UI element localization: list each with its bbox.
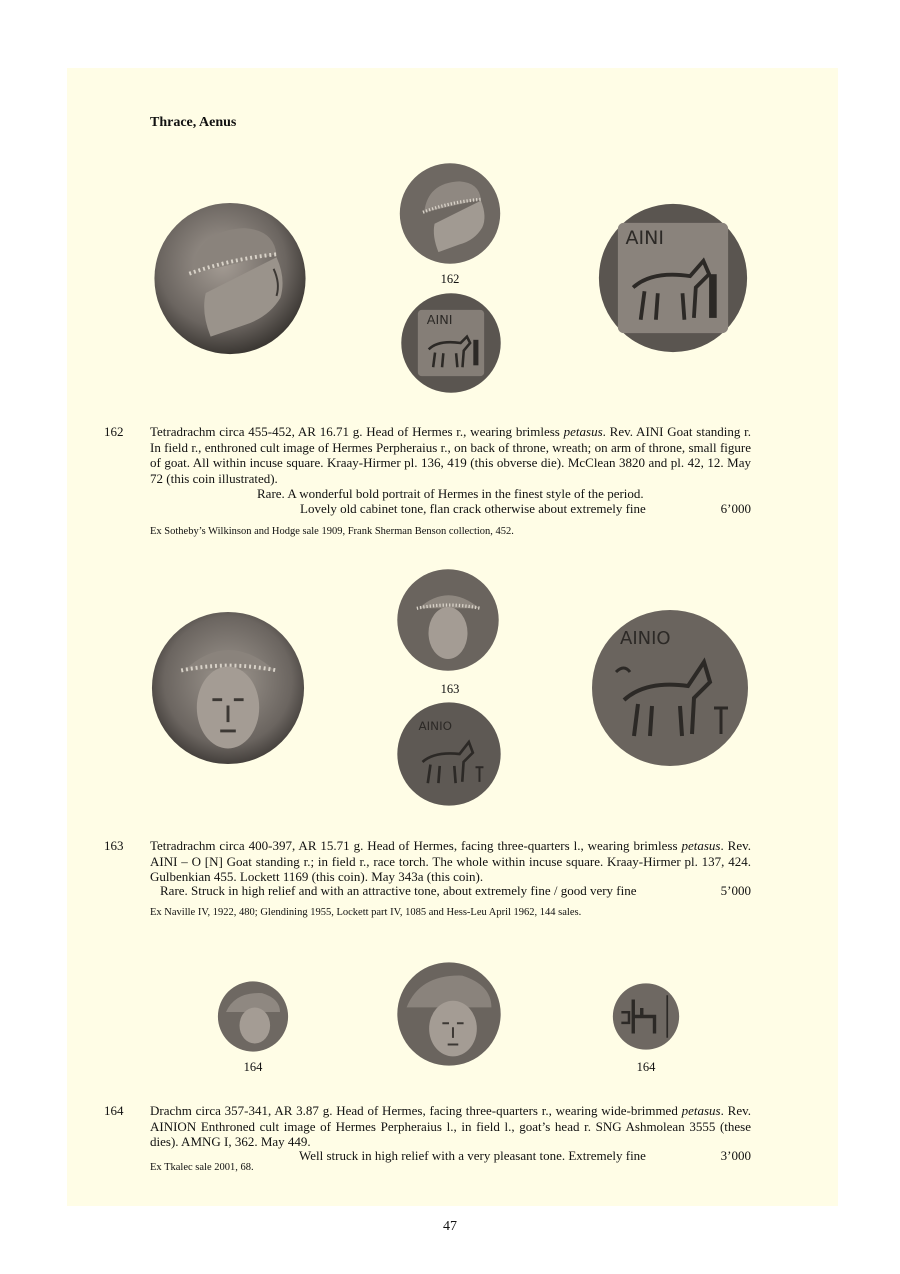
lot-164-caption-right: 164: [636, 1060, 656, 1074]
reverse-legend-162-large: AINI: [625, 226, 664, 249]
lot-162-price: 6’000: [720, 501, 751, 516]
reverse-legend-163-small: AINIO: [418, 719, 452, 734]
lot-164-desc-text-cont: . Rev. AINION Enthroned cult image of Hermes Perpheraius l., in field l., goat’s head r. SNG Ashmolean 3555 (these dies). AMNG I, 362. May 449.: [150, 1103, 751, 1149]
lot-164-desc-text: Drachm circa 357-341, AR 3.87 g. Head of Hermes, facing three-quarters r., wearing wide-brimmed: [150, 1103, 682, 1118]
coin-162-reverse-small: [400, 290, 502, 396]
lot-164-price: 3’000: [720, 1148, 751, 1163]
coin-162-obverse-large: [151, 201, 309, 356]
lot-164-description: [150, 1103, 751, 1150]
lot-162-desc-text: Tetradrachm circa 455-452, AR 16.71 g. Head of Hermes r., wearing brimless: [150, 424, 564, 439]
lot-163-grade-line-1: Rare. Struck in high relief and with an attractive tone, about extremely fine / good very fine: [160, 883, 637, 898]
section-title: Thrace, Aenus: [150, 115, 237, 130]
reverse-legend-162-small: AINI: [426, 312, 453, 328]
lot-164-number: 164: [104, 1103, 124, 1118]
lot-164-caption-left: 164: [243, 1060, 263, 1074]
lot-164-grade-line-1: Well struck in high relief with a very pleasant tone. Extremely fine: [299, 1148, 646, 1163]
lot-162-description: [150, 424, 751, 486]
lot-162-grade-line-2: Lovely old cabinet tone, flan crack otherwise about extremely fine: [300, 501, 646, 516]
lot-162-caption: 162: [440, 272, 460, 286]
coin-163-reverse-large: [590, 604, 750, 772]
lot-163-description: [150, 838, 751, 885]
coin-163-obverse-small: [396, 565, 500, 675]
lot-164-provenance: Ex Tkalec sale 2001, 68.: [150, 1162, 254, 1173]
lot-163-price: 5’000: [720, 883, 751, 898]
lot-163-desc-italic: petasus: [681, 838, 721, 853]
reverse-legend-163-large: AINIO: [620, 628, 671, 649]
lot-162-desc-text-cont: . Rev. AINI Goat standing r. In field r., enthroned cult image of Hermes Perpheraius r., on back of throne, wreath; on arm of throne, small figure of goat. All within incuse square. Kraay-Hirmer pl. 136, 419 (this obverse die). McClean 3820 and pl. 42, 12. May 72 (this coin illustrated).: [150, 424, 751, 486]
coin-162-obverse-small: [398, 162, 502, 265]
lot-163-number: 163: [104, 838, 124, 853]
lot-162-desc-italic: petasus: [563, 424, 603, 439]
lot-162-provenance: Ex Sotheby’s Wilkinson and Hodge sale 1909, Frank Sherman Benson collection, 452.: [150, 526, 514, 537]
coin-162-reverse-large: [597, 198, 749, 358]
lot-162-grade-line-1: Rare. A wonderful bold portrait of Hermes in the finest style of the period.: [257, 486, 644, 501]
lot-163-caption: 163: [440, 682, 460, 696]
coin-163-obverse-large: [150, 607, 306, 769]
lot-162-number: 162: [104, 424, 124, 439]
coin-164-reverse: [612, 980, 680, 1053]
coin-164-obverse-large: [396, 961, 502, 1067]
coin-163-reverse-small: [396, 699, 502, 809]
coin-164-obverse-small: [217, 980, 289, 1053]
lot-164-desc-italic: petasus: [681, 1103, 721, 1118]
lot-163-desc-text-cont: . Rev. AINI – O [N] Goat standing r.; in field r., race torch. The whole within incuse square. Kraay-Hirmer pl. 137, 424. Gulbenkian 455. Lockett 1169 (this coin). May 343a (this coin).: [150, 838, 751, 884]
page-number: 47: [443, 1219, 457, 1234]
lot-163-desc-text: Tetradrachm circa 400-397, AR 15.71 g. Head of Hermes, facing three-quarters l., wearing brimless: [150, 838, 682, 853]
lot-163-provenance: Ex Naville IV, 1922, 480; Glendining 1955, Lockett part IV, 1085 and Hess-Leu April 1962, 144 sales.: [150, 907, 582, 918]
